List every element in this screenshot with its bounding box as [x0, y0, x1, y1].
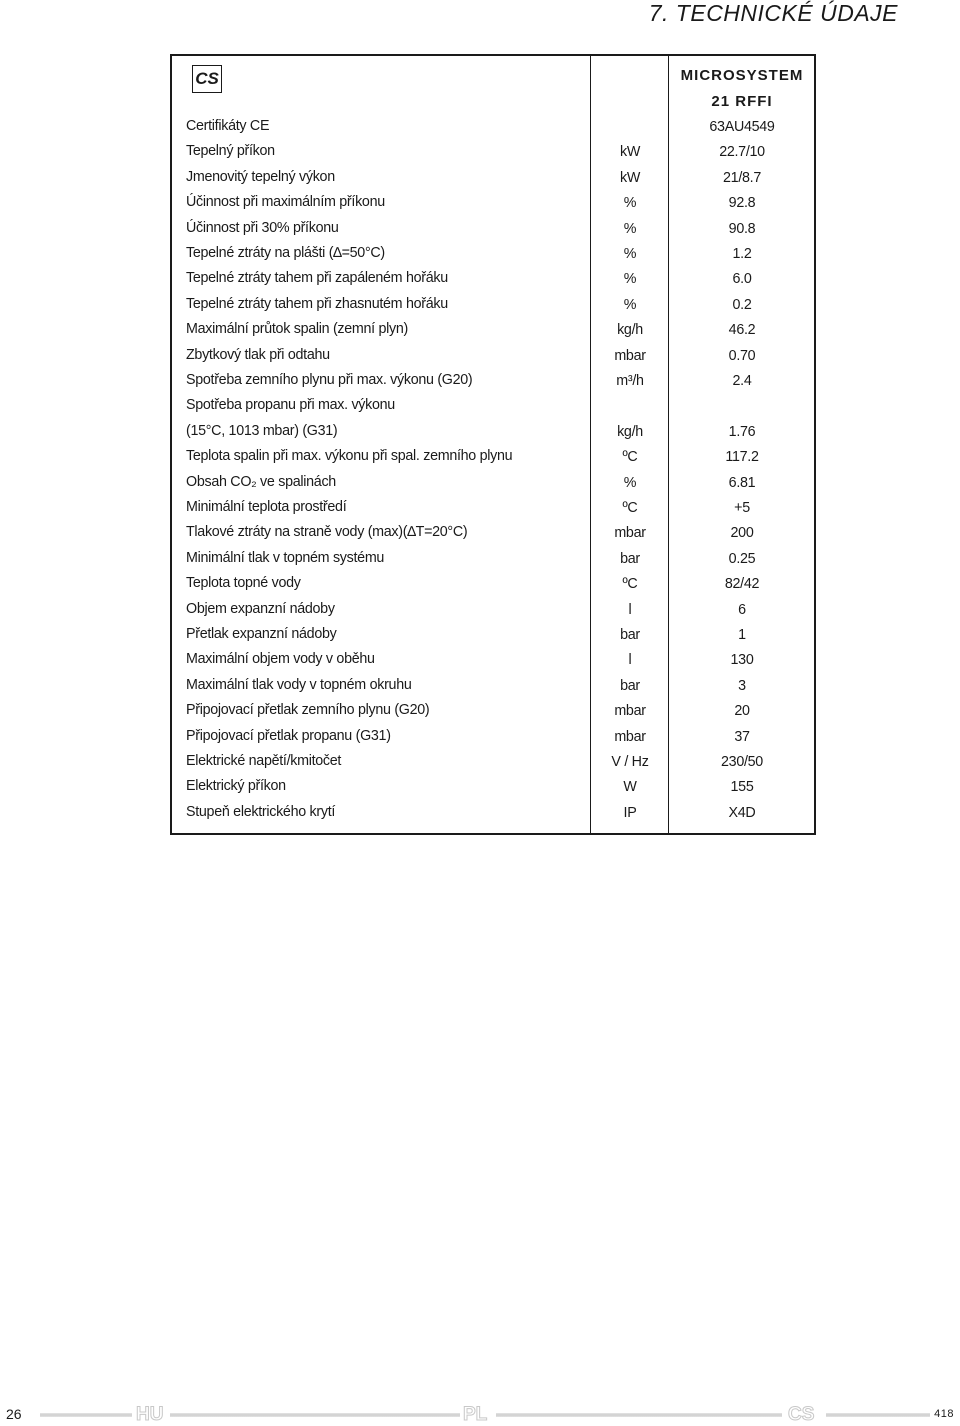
- row-label: Tepelný příkon: [186, 143, 275, 160]
- row-value: X4D: [728, 804, 756, 821]
- row-label: Teplota spalin při max. výkonu při spal. zemního plynu: [186, 448, 513, 465]
- table-row: [172, 622, 814, 647]
- row-label: Připojovací přetlak propanu (G31): [186, 727, 391, 744]
- footer-lang-cs: CS: [788, 1404, 815, 1425]
- row-value: 63AU4549: [709, 119, 775, 135]
- row-unit: m³/h: [616, 373, 644, 389]
- table-row: [172, 368, 814, 393]
- row-label: Stupeň elektrického krytí: [186, 803, 336, 820]
- row-unit: bar: [620, 627, 640, 643]
- row-value: 155: [730, 779, 754, 796]
- footer-lang-pl: PL: [463, 1404, 488, 1425]
- row-label: Přetlak expanzní nádoby: [186, 626, 337, 642]
- row-unit: kW: [619, 144, 641, 161]
- row-label: (15°C, 1013 mbar) (G31): [186, 422, 338, 439]
- row-value: 1.2: [732, 246, 752, 262]
- table-row: [172, 673, 814, 698]
- row-unit: %: [623, 474, 637, 491]
- table-row: [172, 571, 814, 596]
- row-unit: ºC: [622, 576, 638, 593]
- row-value: 37: [734, 728, 750, 745]
- row-value: 22.7/10: [719, 144, 765, 161]
- row-unit: W: [623, 779, 637, 796]
- table-row: [172, 800, 814, 825]
- footer-rule: [826, 1413, 930, 1417]
- row-label: Tepelné ztráty tahem při zhasnutém hořáku: [186, 295, 448, 312]
- table-row: [172, 749, 814, 774]
- page-title: 7. TECHNICKÉ ÚDAJE: [648, 0, 898, 26]
- row-label: Obsah CO₂ ve spalinách: [186, 473, 336, 490]
- table-row: [172, 317, 814, 342]
- row-label: Maximální průtok spalin (zemní plyn): [186, 321, 409, 338]
- row-label: Připojovací přetlak zemního plynu (G20): [186, 702, 430, 719]
- row-label: Zbytkový tlak při odtahu: [186, 346, 330, 363]
- table-row: [172, 774, 814, 799]
- row-unit: kg/h: [617, 322, 643, 339]
- footer-rule: [170, 1413, 460, 1417]
- row-value: 1.76: [728, 423, 756, 440]
- row-unit: bar: [620, 550, 640, 567]
- table-row: [172, 266, 814, 291]
- row-value: 6: [738, 601, 746, 618]
- table-row: [172, 419, 814, 444]
- row-unit: %: [623, 220, 637, 237]
- row-label: Maximální objem vody v oběhu: [186, 651, 375, 668]
- row-value: 0.25: [728, 550, 756, 567]
- row-value: 0.70: [728, 347, 756, 364]
- table-row: [172, 216, 814, 241]
- page-number: 26: [6, 1406, 22, 1422]
- table-row: [172, 698, 814, 723]
- row-unit: %: [623, 195, 637, 212]
- row-label: Objem expanzní nádoby: [186, 600, 335, 617]
- row-label: Certifikáty CE: [186, 118, 270, 134]
- row-label: Tepelné ztráty tahem při zapáleném hořáku: [186, 270, 448, 287]
- row-label: Účinnost při 30% příkonu: [186, 219, 339, 236]
- row-unit: ºC: [622, 449, 638, 466]
- row-unit: l: [628, 652, 632, 669]
- footer-rule: [40, 1413, 132, 1417]
- page-code: 418: [934, 1408, 954, 1420]
- row-unit: bar: [620, 677, 640, 694]
- row-unit: kW: [619, 169, 641, 186]
- technical-data-table: [170, 54, 816, 835]
- row-value: 6.81: [728, 474, 756, 491]
- table-row: [172, 114, 814, 139]
- row-label: Teplota topné vody: [186, 575, 301, 592]
- table-row: [172, 470, 814, 495]
- row-value: +5: [734, 500, 750, 516]
- table-row: [172, 292, 814, 317]
- row-unit: %: [623, 296, 637, 313]
- row-label: Elektrický příkon: [186, 778, 286, 795]
- row-unit: ºC: [622, 500, 638, 516]
- row-label: Tepelné ztráty na plášti (∆=50°C): [186, 245, 385, 261]
- row-label: Minimální teplota prostředí: [186, 499, 347, 515]
- row-label: Spotřeba propanu při max. výkonu: [186, 397, 395, 414]
- table-row: [172, 165, 814, 190]
- row-label: Jmenovitý tepelný výkon: [186, 168, 335, 185]
- row-value: 130: [730, 652, 754, 669]
- table-row: [172, 343, 814, 368]
- row-value: 1: [738, 627, 746, 643]
- row-label: Elektrické napětí/kmitočet: [186, 753, 342, 769]
- row-unit: mbar: [614, 525, 646, 542]
- row-unit: IP: [623, 804, 637, 821]
- table-row: [172, 241, 814, 266]
- row-unit: mbar: [614, 703, 646, 720]
- row-label: Spotřeba zemního plynu při max. výkonu (G20): [186, 372, 473, 388]
- row-value: 0.2: [732, 296, 752, 313]
- row-unit: mbar: [614, 347, 646, 364]
- row-value: 46.2: [728, 322, 756, 339]
- row-value: 6.0: [732, 271, 752, 288]
- table-row: [172, 495, 814, 520]
- row-value: 92.8: [728, 195, 756, 212]
- table-row: [172, 647, 814, 672]
- row-value: 117.2: [725, 449, 759, 466]
- row-value: 82/42: [724, 576, 760, 593]
- language-badge: CS: [192, 65, 222, 93]
- model-name-line2: 21 RFFI: [711, 93, 773, 110]
- row-unit: kg/h: [617, 423, 643, 440]
- table-row: [172, 139, 814, 164]
- row-value: 21/8.7: [723, 169, 761, 186]
- footer-rule: [496, 1413, 782, 1417]
- table-row: [172, 444, 814, 469]
- row-unit: l: [628, 601, 632, 618]
- row-label: Tlakové ztráty na straně vody (max)(∆T=20°C): [186, 524, 468, 541]
- row-value: 3: [738, 677, 746, 694]
- row-unit: mbar: [614, 728, 646, 745]
- footer-lang-hu: HU: [136, 1404, 164, 1425]
- row-value: 200: [730, 525, 754, 542]
- row-value: 2.4: [732, 373, 752, 389]
- model-name-line1: MICROSYSTEM: [680, 67, 804, 84]
- row-value: 230/50: [721, 754, 763, 770]
- row-unit: %: [623, 246, 637, 262]
- row-label: Účinnost při maximálním příkonu: [186, 194, 385, 211]
- row-unit: V / Hz: [611, 754, 649, 770]
- table-row: [172, 393, 814, 418]
- row-unit: %: [623, 271, 637, 288]
- table-row: [172, 546, 814, 571]
- table-row: [172, 520, 814, 545]
- row-value: 20: [734, 703, 750, 720]
- row-label: Maximální tlak vody v topném okruhu: [186, 676, 412, 693]
- table-row: [172, 190, 814, 215]
- row-label: Minimální tlak v topném systému: [186, 549, 385, 566]
- table-row: [172, 724, 814, 749]
- table-row: [172, 597, 814, 622]
- page-footer: [0, 1392, 960, 1426]
- row-value: 90.8: [728, 220, 756, 237]
